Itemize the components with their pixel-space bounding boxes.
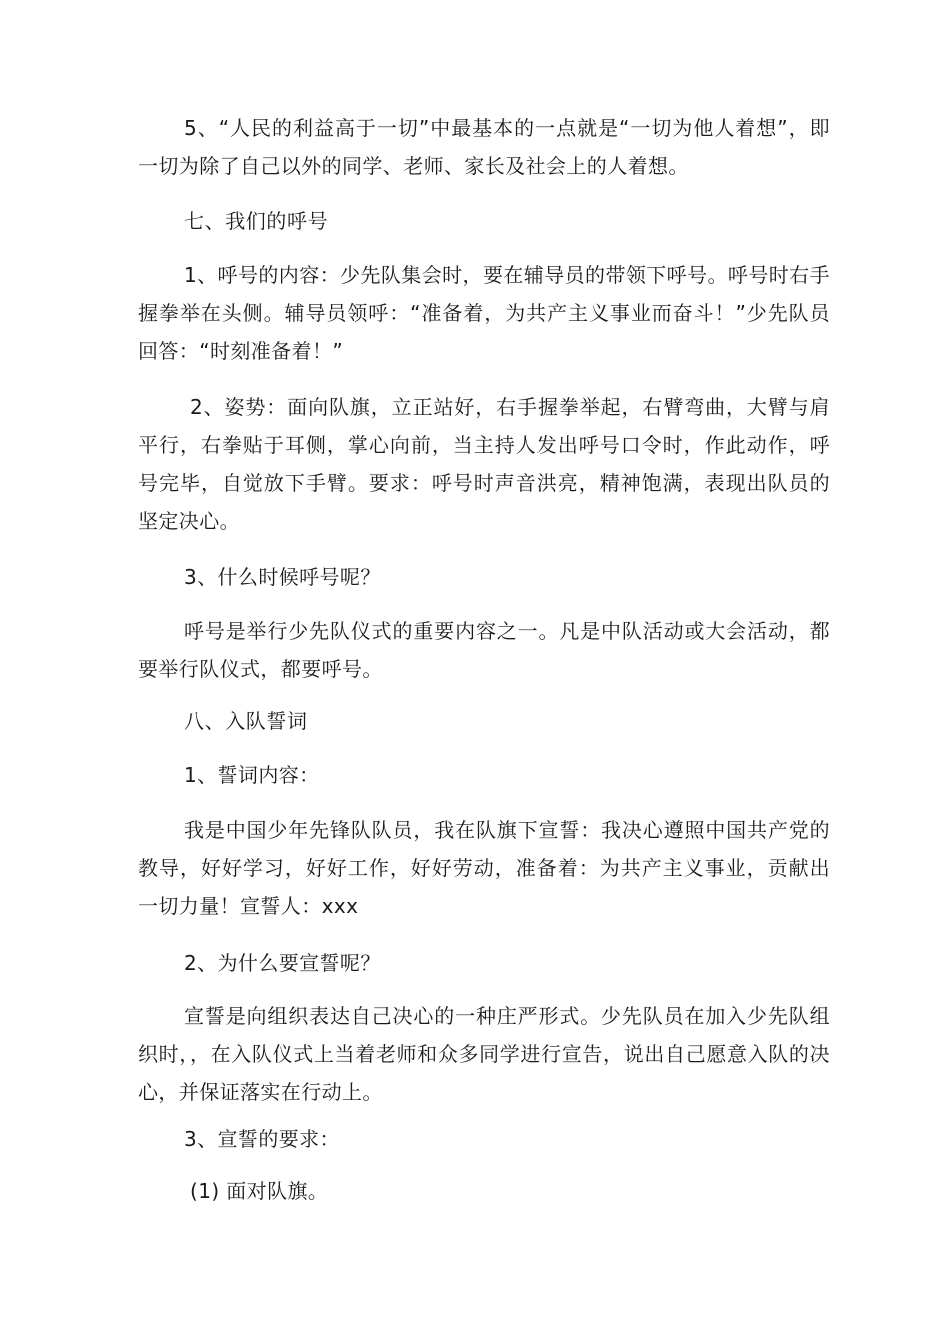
paragraph-slogan-content: 1、呼号的内容：少先队集会时，要在辅导员的带领下呼号。呼号时右手握拳举在头侧。辅导员领呼：“准备着，为共产主义事业而奋斗！”少先队员回答：“时刻准备着！”: [138, 263, 830, 363]
paragraph-oath-text: 我是中国少年先锋队队员，我在队旗下宣誓：我决心遵照中国共产党的教导，好好学习，好好工作，好好劳动，准备着：为共产主义事业，贡献出一切力量！宣誓人：xxx: [138, 818, 830, 918]
section-heading-oath: 八、入队誓词: [184, 709, 308, 733]
paragraph-face-flag: (1) 面对队旗。: [190, 1179, 329, 1203]
paragraph-when-to-chant: 呼号是举行少先队仪式的重要内容之一。凡是中队活动或大会活动，都要举行队仪式，都要呼号。: [138, 619, 830, 681]
paragraph-when-to-chant-heading: 3、什么时候呼号呢？: [184, 565, 381, 589]
paragraph-oath-requirements-heading: 3、宣誓的要求：: [184, 1127, 340, 1151]
paragraph-slogan-posture: 2、姿势：面向队旗，立正站好，右手握拳举起，右臂弯曲，大臂与肩平行，右拳贴于耳侧，掌心向前，当主持人发出呼号口令时，作此动作，呼号完毕，自觉放下手臂。要求：呼号时声音洪亮，精神饱满，表现出队员的坚定决心。: [138, 395, 830, 533]
paragraph-why-oath: 宣誓是向组织表达自己决心的一种庄严形式。少先队员在加入少先队组织时，，在入队仪式上当着老师和众多同学进行宣告，说出自己愿意入队的决心，并保证落实在行动上。: [138, 1004, 830, 1104]
section-heading-our-slogan: 七、我们的呼号: [184, 209, 329, 233]
paragraph-interests-of-people: 5、“人民的利益高于一切”中最基本的一点就是“一切为他人着想”，即一切为除了自己以外的同学、老师、家长及社会上的人着想。: [138, 116, 830, 178]
paragraph-oath-content-heading: 1、誓词内容：: [184, 763, 320, 787]
paragraph-why-oath-heading: 2、为什么要宣誓呢？: [184, 951, 381, 975]
